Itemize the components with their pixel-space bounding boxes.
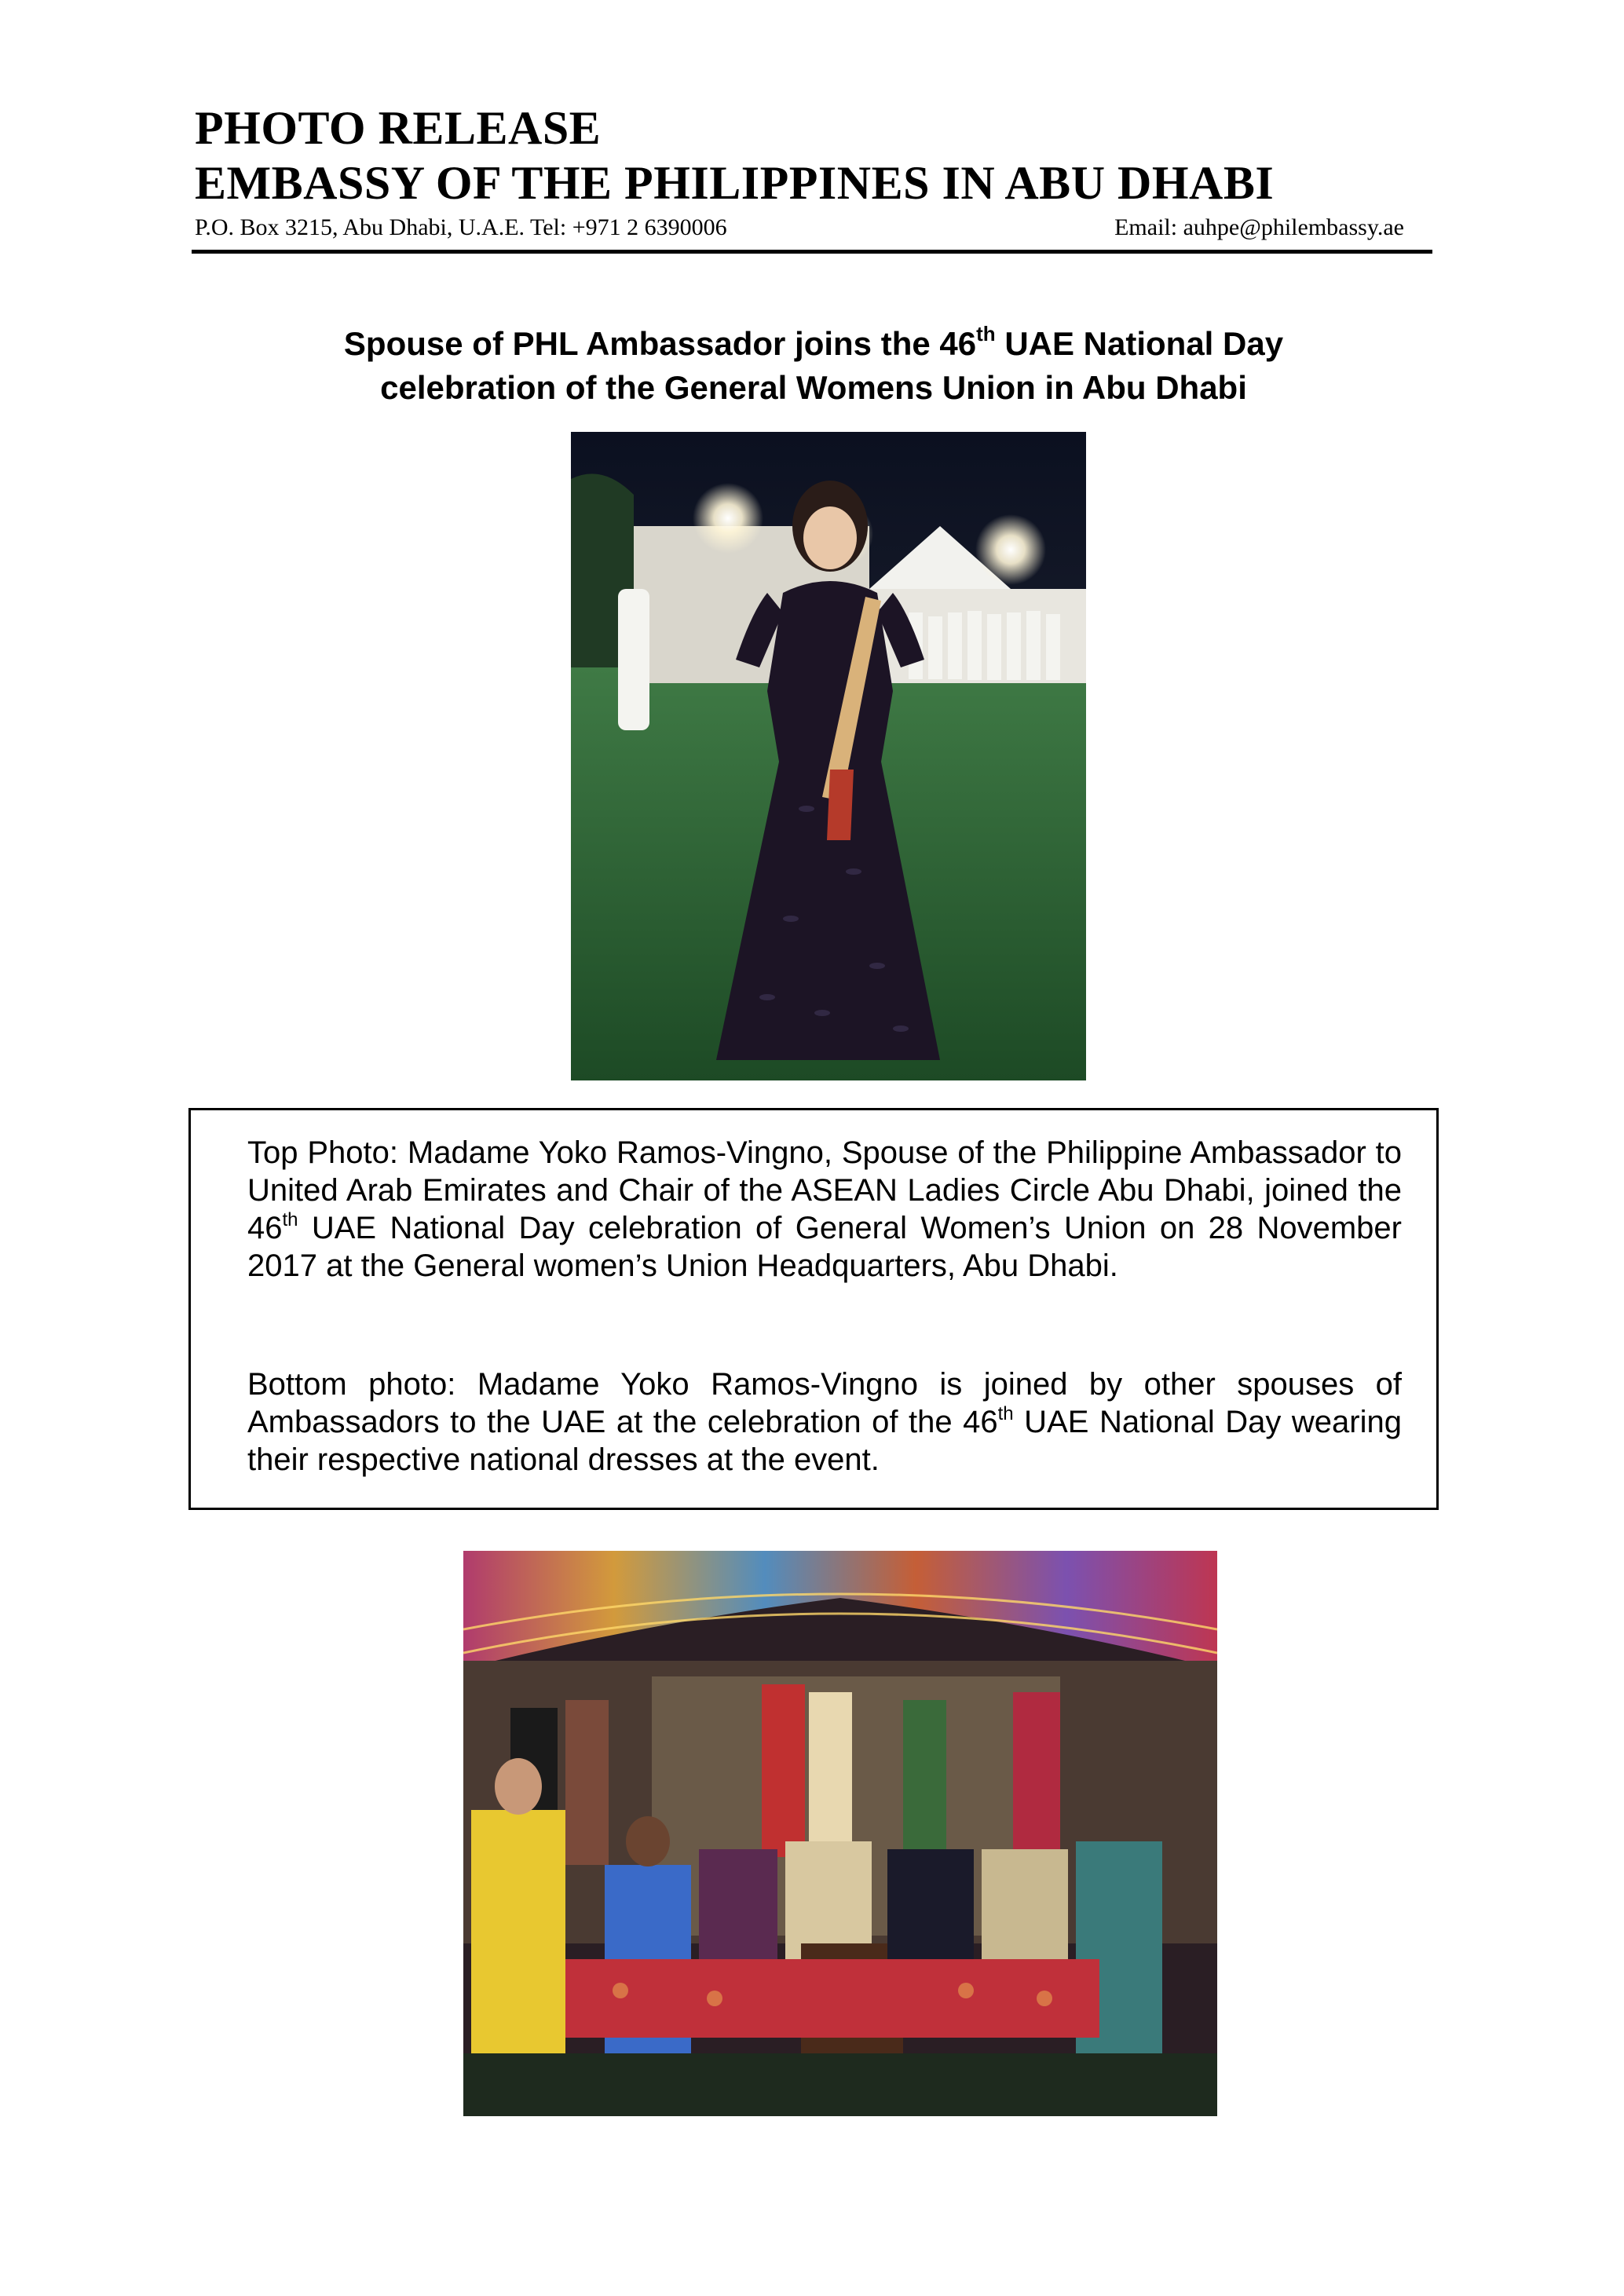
bottom-photo-caption	[247, 1366, 1402, 1479]
letterhead	[195, 101, 1432, 243]
top-photo-caption	[247, 1134, 1402, 1285]
top-photo	[571, 432, 1086, 1080]
contact-line	[195, 212, 1432, 243]
letterhead-divider	[192, 250, 1432, 254]
address-text: P.O. Box 3215, Abu Dhabi, U.A.E. Tel: +971 2 6390006	[195, 214, 727, 240]
bottom-caption-part1: Bottom photo: Madame Yoko Ramos-Vingno is joined by other spouses of Ambassadors to the UAE at the celebration of the 46	[247, 1367, 1402, 1439]
headline	[195, 322, 1432, 410]
top-caption-part2: UAE National Day celebration of General Women’s Union on 28 November 2017 at the General women’s Union Headquarters, Abu Dhabi.	[247, 1211, 1402, 1283]
embassy-name: EMBASSY OF THE PHILIPPINES IN ABU DHABI	[195, 157, 1275, 209]
headline-superscript: th	[976, 322, 996, 345]
top-caption-part1: Top Photo: Madame Yoko Ramos-Vingno, Spouse of the Philippine Ambassador to United Arab Emirates and Chair of the ASEAN Ladies Circle Abu Dhabi, joined the 46	[247, 1135, 1402, 1245]
release-label: PHOTO RELEASE	[195, 102, 602, 154]
headline-text-part2: UAE National Day	[995, 325, 1284, 362]
top-photo-illustration	[571, 432, 1086, 1080]
bottom-photo-illustration	[463, 1551, 1217, 2116]
bottom-caption-superscript: th	[997, 1403, 1014, 1424]
bottom-caption-part2: UAE National Day wearing their respective national dresses at the event.	[247, 1405, 1402, 1477]
bottom-photo	[463, 1551, 1217, 2116]
headline-line-2: celebration of the General Womens Union in Abu Dhabi	[380, 369, 1247, 406]
headline-text-part1: Spouse of PHL Ambassador joins the 46	[343, 325, 977, 362]
headline-line-1	[195, 322, 1432, 366]
top-caption-superscript: th	[282, 1209, 298, 1230]
email-text: Email: auhpe@philembassy.ae	[1114, 214, 1404, 240]
caption-box	[188, 1108, 1439, 1510]
